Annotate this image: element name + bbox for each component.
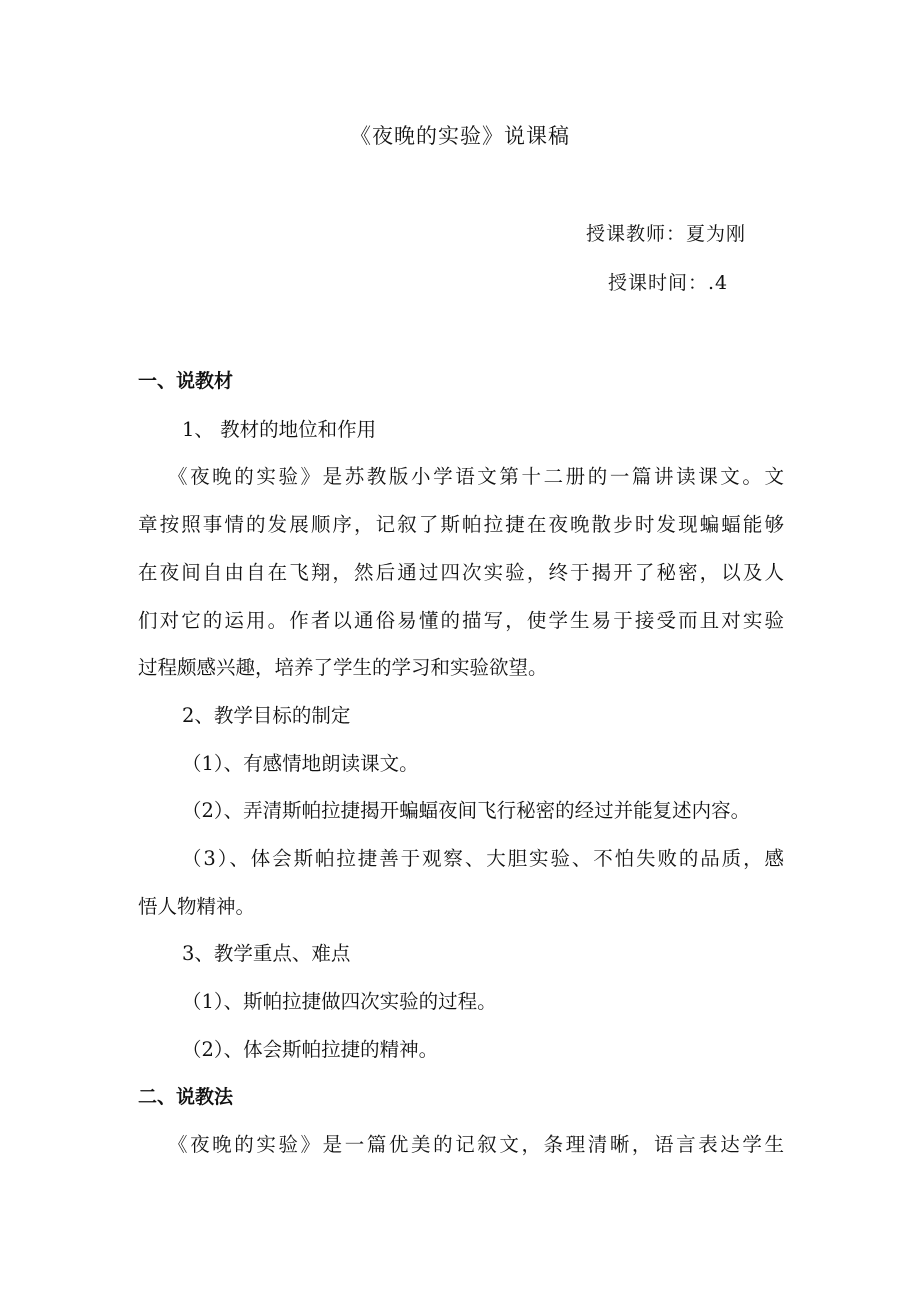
- paragraph-role: [138, 453, 784, 692]
- document-body: [138, 358, 784, 1169]
- teacher-line: 授课教师：夏为刚: [586, 223, 747, 245]
- subheading-keypoints: 3、教学重点、难点: [182, 942, 351, 966]
- section-heading-methods: 二、说教法: [138, 1085, 234, 1108]
- paragraph-line: 们对它的运用。作者以通俗易懂的描写，使学生易于接受而且对实验: [138, 608, 784, 632]
- subheading-goals: 2、教学目标的制定: [182, 703, 351, 727]
- paragraph-line: 《夜晚的实验》是一篇优美的记叙文，条理清晰，语言表达学生: [168, 1133, 784, 1157]
- paragraph-line: 在夜间自由自在飞翔，然后通过四次实验，终于揭开了秘密，以及人: [138, 560, 784, 584]
- keypoint-item: （2）、体会斯帕拉捷的精神。: [182, 1037, 439, 1061]
- goal-item-wrapped: [138, 835, 784, 930]
- document-title: 《夜晚的实验》说课稿: [350, 124, 570, 148]
- paragraph-line: 《夜晚的实验》是苏教版小学语文第十二册的一篇讲读课文。文: [168, 465, 784, 489]
- keypoint-item: （1）、斯帕拉捷做四次实验的过程。: [182, 990, 497, 1014]
- goal-item: （1）、有感情地朗读课文。: [182, 751, 419, 775]
- goal-item-continuation: 悟人物精神。: [138, 894, 256, 918]
- paragraph-methods: [138, 1121, 784, 1169]
- subheading-role: 1、 教材的地位和作用: [182, 417, 377, 441]
- goal-item: （3）、体会斯帕拉捷善于观察、大胆实验、不怕失败的品质，感: [182, 847, 784, 871]
- paragraph-line: 章按照事情的发展顺序，记叙了斯帕拉捷在夜晚散步时发现蝙蝠能够: [138, 513, 784, 537]
- time-line: 授课时间：.4: [608, 272, 729, 294]
- paragraph-line: 过程颇感兴趣，培养了学生的学习和实验欲望。: [138, 656, 548, 680]
- section-heading-textbook: 一、说教材: [138, 370, 234, 392]
- goal-item: （2）、弄清斯帕拉捷揭开蝙蝠夜间飞行秘密的经过并能复述内容。: [182, 799, 751, 823]
